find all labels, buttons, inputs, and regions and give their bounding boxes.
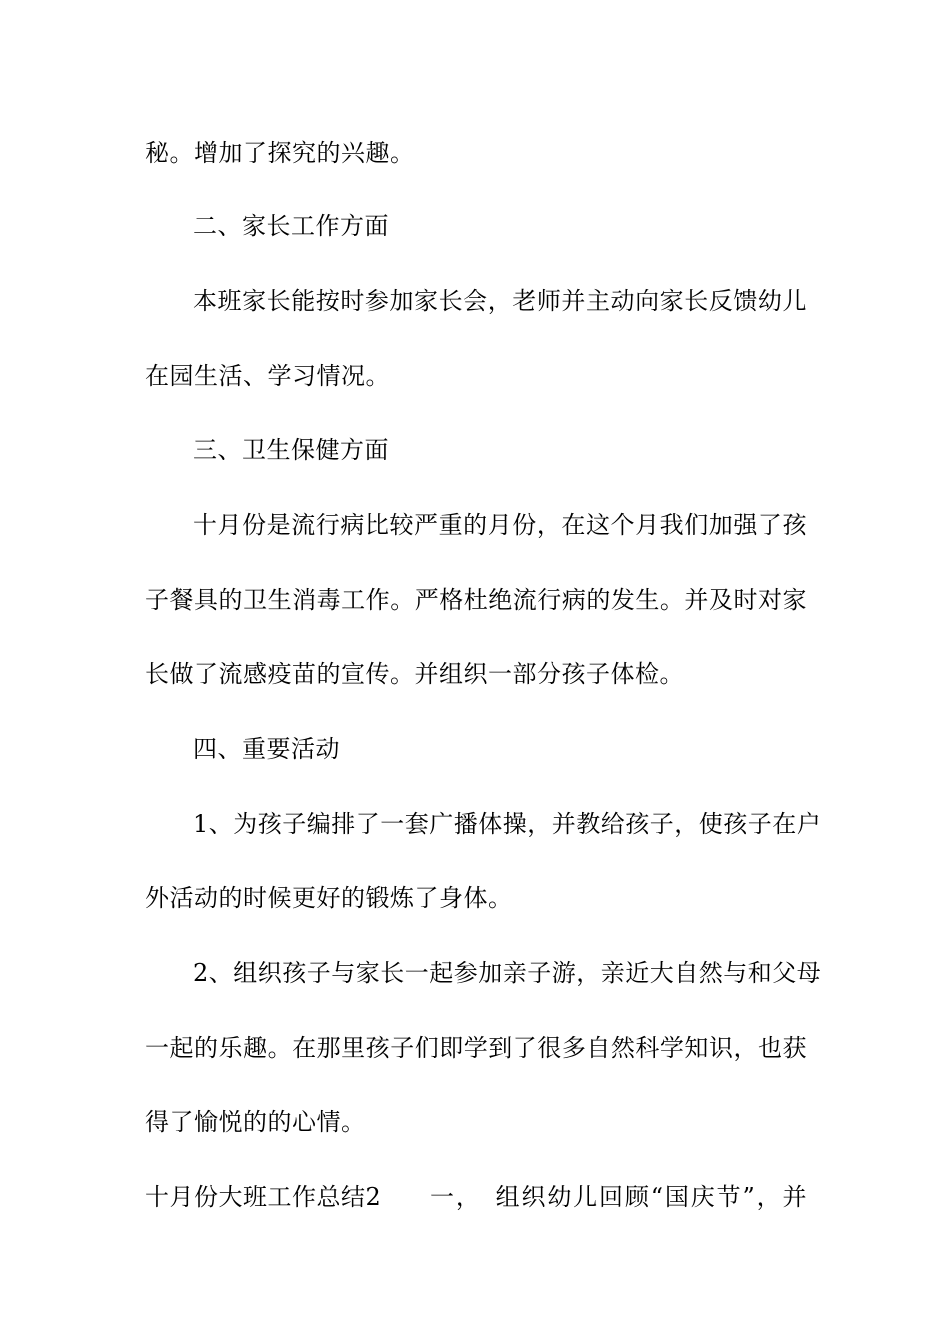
summary-heading-line: [145, 1181, 807, 1213]
paragraph-line: 长做了流感疫苗的宣传。并组织一部分孩子体检。: [145, 660, 684, 688]
paragraph-line: 子餐具的卫生消毒工作。严格杜绝流行病的发生。并及时对家: [145, 586, 807, 614]
paragraph-line: 本班家长能按时参加家长会，老师并主动向家长反馈幼儿: [193, 287, 807, 315]
summary-first-item: 一， 组织幼儿回顾“国庆节”，并: [430, 1183, 807, 1211]
section-heading-activities: 四、重要活动: [193, 735, 340, 763]
summary-title: 十月份大班工作总结2: [145, 1183, 382, 1211]
paragraph-line: 在园生活、学习情况。: [145, 362, 390, 390]
paragraph-line: 1、为孩子编排了一套广播体操，并教给孩子，使孩子在户: [193, 810, 822, 838]
paragraph-line: 2、组织孩子与家长一起参加亲子游，亲近大自然与和父母: [193, 959, 822, 987]
section-heading-parents: 二、家长工作方面: [193, 212, 389, 240]
paragraph-line: 秘。增加了探究的兴趣。: [145, 139, 415, 167]
paragraph-line: 一起的乐趣。在那里孩子们即学到了很多自然科学知识，也获: [145, 1034, 807, 1062]
paragraph-line: 外活动的时候更好的锻炼了身体。: [145, 884, 513, 912]
section-heading-health: 三、卫生保健方面: [193, 436, 389, 464]
paragraph-line: 十月份是流行病比较严重的月份，在这个月我们加强了孩: [193, 511, 807, 539]
paragraph-line: 得了愉悦的的心情。: [145, 1108, 366, 1136]
